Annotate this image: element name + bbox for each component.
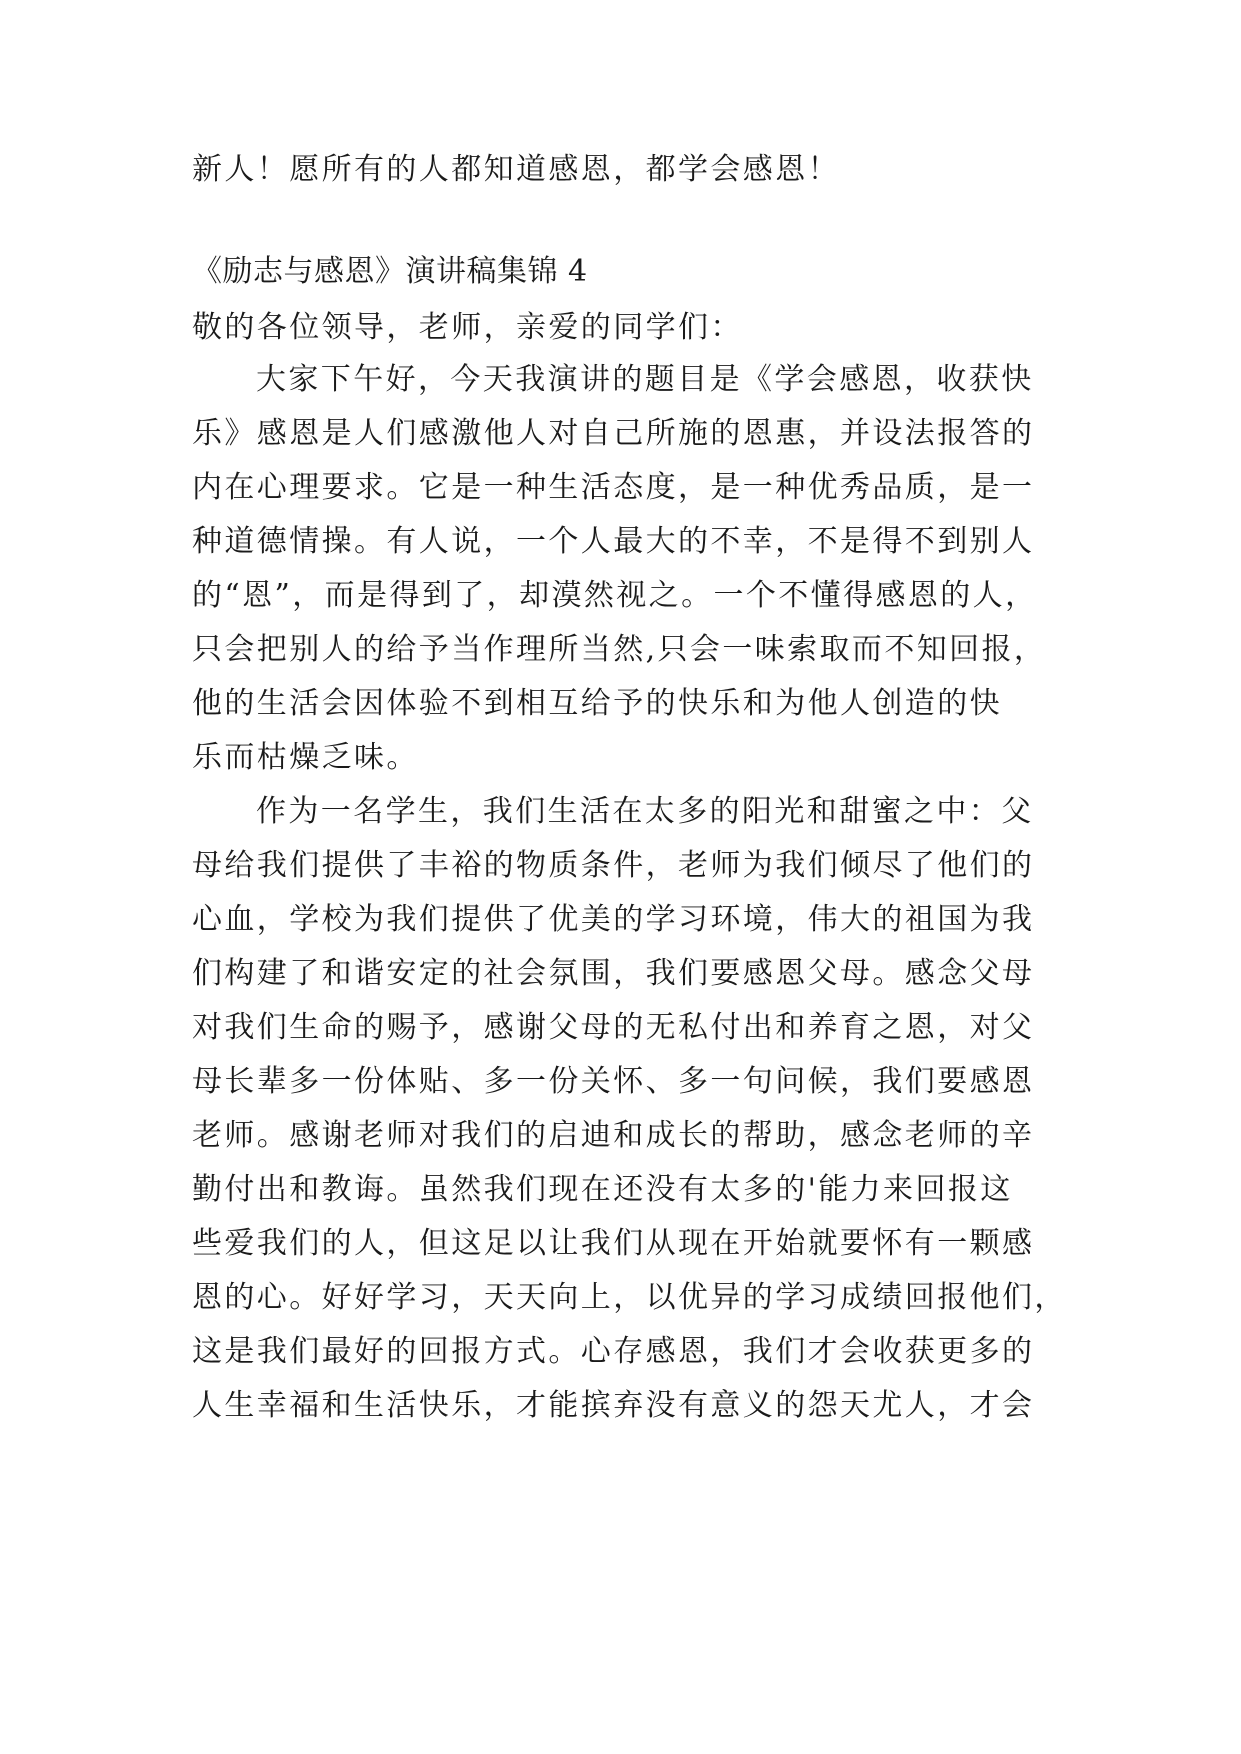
paragraph-line: 内在心理要求。它是一种生活态度，是一种优秀品质，是一 [192,470,1035,505]
paragraph-line: 的“恩”，而是得到了，却漠然视之。一个不懂得感恩的人， [192,578,1038,613]
paragraph-line: 他的生活会因体验不到相互给予的快乐和为他人创造的快 [192,686,1002,721]
paragraph-line: 人生幸福和生活快乐，才能摈弃没有意义的怨天尤人，才会 [192,1388,1035,1423]
section-heading: 《励志与感恩》演讲稿集锦 4 [192,254,588,289]
paragraph-line: 恩的心。好好学习，天天向上，以优异的学习成绩回报他们， [192,1280,1067,1315]
paragraph-line: 对我们生命的赐予，感谢父母的无私付出和养育之恩，对父 [192,1010,1035,1045]
paragraph-line: 们构建了和谐安定的社会氛围，我们要感恩父母。感念父母 [192,956,1035,991]
paragraph-line: 心血，学校为我们提供了优美的学习环境，伟大的祖国为我 [192,902,1035,937]
top-line: 新人！愿所有的人都知道感恩，都学会感恩！ [192,152,840,187]
paragraph-line: 这是我们最好的回报方式。心存感恩，我们才会收获更多的 [192,1334,1035,1369]
paragraph-line: 母给我们提供了丰裕的物质条件，老师为我们倾尽了他们的 [192,848,1035,883]
paragraph-line: 大家下午好，今天我演讲的题目是《学会感恩，收获快 [256,362,1034,397]
paragraph-line: 些爱我们的人，但这足以让我们从现在开始就要怀有一颗感 [192,1226,1035,1261]
salutation: 敬的各位领导，老师，亲爱的同学们： [192,310,743,345]
paragraph-line: 乐》感恩是人们感激他人对自己所施的恩惠，并设法报答的 [192,416,1035,451]
paragraph-line: 只会把别人的给予当作理所当然,只会一味索取而不知回报， [192,632,1047,667]
paragraph-line: 勤付出和教诲。虽然我们现在还没有太多的'能力来回报这 [192,1172,1013,1207]
paragraph-line: 种道德情操。有人说，一个人最大的不幸，不是得不到别人 [192,524,1035,559]
paragraph-line: 作为一名学生，我们生活在太多的阳光和甜蜜之中：父 [256,794,1034,829]
paragraph-line: 乐而枯燥乏味。 [192,740,419,775]
paragraph-line: 老师。感谢老师对我们的启迪和成长的帮助，感念老师的辛 [192,1118,1035,1153]
paragraph-line: 母长辈多一份体贴、多一份关怀、多一句问候，我们要感恩 [192,1064,1035,1099]
